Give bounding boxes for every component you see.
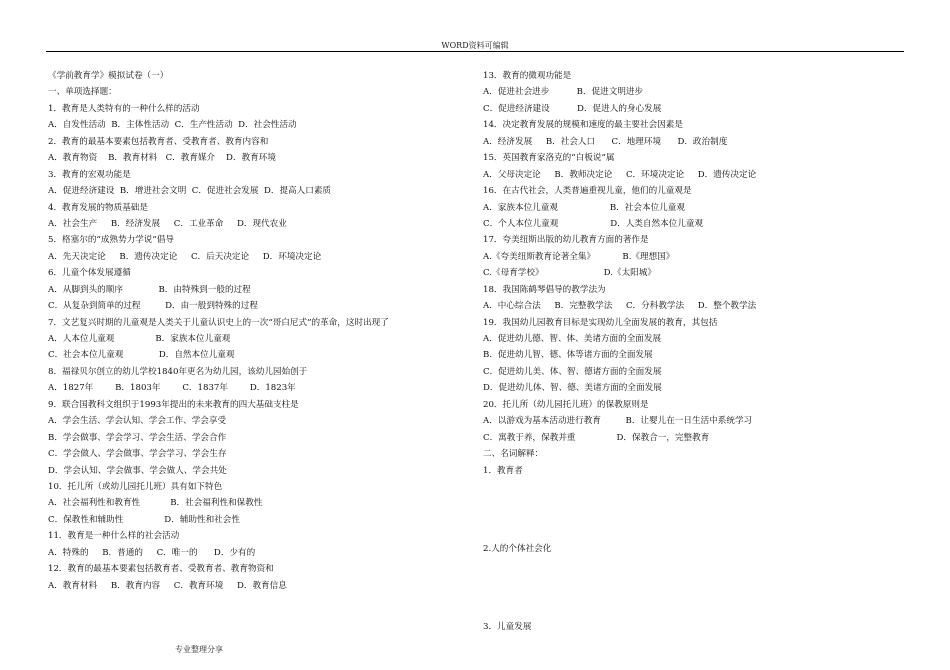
left-line: 10．托儿所（或幼儿园托儿班）具有如下特色 [48, 481, 223, 492]
right-line: 16．在古代社会，人类普遍重视儿童，他们的儿童观是 [483, 186, 692, 197]
left-line: 《学前教育学》模拟试卷（一） [48, 71, 169, 81]
left-line: A．自发性活动 B．主体性活动 C．生产性活动 D．社会性活动 [48, 120, 297, 131]
left-line: A．教育物资 B．教育材料 C．教育媒介 D．教育环境 [48, 153, 276, 164]
left-line: C．社会本位儿童观 D．自然本位儿童观 [48, 350, 235, 361]
right-line: D．促进幼儿体、智、德、美诸方面的全面发展 [483, 383, 662, 394]
left-line: A．先天决定论 B．遗传决定论 C．后天决定论 D．环境决定论 [48, 251, 322, 262]
left-line: 5．格塞尔的“成熟势力学说”倡导 [48, 235, 174, 246]
right-line: A．中心综合法 B．完整教学法 C．分科教学法 D．整个教学法 [483, 301, 757, 312]
right-line: 20．托儿所（幼儿园托儿班）的保教原则是 [483, 399, 649, 410]
left-line: 8．福禄贝尔创立的幼儿学校1840年更名为幼儿园，该幼儿园始创于 [48, 366, 308, 377]
right-line: A．家族本位儿童观 B．社会本位儿童观 [483, 202, 685, 213]
left-line: A．促进经济建设 B．增进社会文明 C．促进社会发展 D．提高人口素质 [48, 186, 332, 197]
right-line: B．促进幼儿智、德、体等诸方面的全面发展 [483, 350, 653, 361]
right-line: A．父母决定论 B．教师决定论 C．环境决定论 D．遗传决定论 [483, 169, 757, 180]
left-line: 6．儿童个体发展遵循 [48, 268, 131, 279]
left-line: D．学会认知、学会做事、学会做人、学会共处 [48, 465, 227, 476]
left-line: 一、单项选择题： [48, 87, 117, 98]
left-line: A．特殊的 B．普通的 C．唯一的 D．少有的 [48, 547, 256, 558]
right-column [483, 68, 883, 636]
right-line: 1．教育者 [483, 465, 523, 476]
header-rule [46, 51, 904, 52]
left-line: C．学会做人、学会做事、学会学习、学会生存 [48, 449, 227, 460]
left-line: 11．教育是一种什么样的社会活动 [48, 531, 180, 542]
left-line: 1．教育是人类特有的一种什么样的活动 [48, 103, 200, 114]
left-line: 2．教育的最基本要素包括教育者、受教育者、教育内容和 [48, 136, 269, 147]
right-line: 二、名词解释： [483, 449, 544, 460]
left-line: A．人本位儿童观 B．家族本位儿童观 [48, 334, 231, 344]
left-line: A．1827年 B．1803年 C．1837年 D．1823年 [48, 383, 296, 394]
right-line: A．以游戏为基本活动进行教育 B．让婴儿在一日生活中系统学习 [483, 416, 753, 427]
left-line: C．从复杂到简单的过程 D．由一般到特殊的过程 [48, 301, 258, 312]
right-line: 3．儿童发展 [483, 622, 532, 633]
left-line: A．社会福利性和教育性 B．社会福利性和保教性 [48, 498, 263, 509]
right-line: A.《夸美纽斯教育论著全集》 B.《理想国》 [483, 251, 675, 262]
left-line: A．从脚到头的顺序 B．由特殊到一般的过程 [48, 284, 251, 295]
left-line: 3．教育的宏观功能是 [48, 169, 131, 180]
right-line: C．促进幼儿美、体、智、德诸方面的全面发展 [483, 366, 662, 377]
left-line: C．保教性和辅助性 D．辅助性和社会性 [48, 514, 240, 525]
right-line: C．个人本位儿童观 D．人类自然本位儿童观 [483, 218, 704, 229]
right-line: 2.人的个体社会化 [483, 543, 552, 554]
left-line: 12．教育的最基本要素包括教育者、受教育者、教育物资和 [48, 564, 274, 575]
right-line: 13．教育的微观功能是 [483, 71, 572, 81]
answer-space [483, 479, 883, 541]
right-line: 18．我国陈鹤琴倡导的教学法为 [483, 284, 606, 295]
left-line: A．社会生产 B．经济发展 C．工业革命 D．现代农业 [48, 218, 287, 229]
left-line: B．学会做事、学会学习、学会生活、学会合作 [48, 432, 227, 443]
left-line: A．学会生活、学会认知、学会工作、学会享受 [48, 416, 227, 427]
right-line: C．促进经济建设 D．促进人的身心发展 [483, 103, 662, 114]
page-header: WORD资料可编辑 [441, 41, 509, 50]
right-line: A．经济发展 B．社会人口 C．地理环境 D．政治制度 [483, 136, 728, 147]
right-line: 15．英国教育家洛克的“白板说”属 [483, 153, 615, 164]
right-line: C．寓教于养，保教并重 D．保教合一，完整教育 [483, 432, 710, 443]
answer-space [483, 557, 883, 619]
left-column [48, 68, 448, 594]
right-line: 14．决定教育发展的规模和速度的最主要社会因素是 [483, 120, 683, 131]
right-line: C.《母育学校》 D.《太阳城》 [483, 268, 656, 279]
left-line: 7．文艺复兴时期的儿童观是人类关于儿童认识史上的一次“哥白尼式”的革命，这时出现了 [48, 317, 389, 328]
left-line: A．教育材料 B．教育内容 C．教育环境 D．教育信息 [48, 580, 287, 591]
right-line: 17．夸美纽斯出版的幼儿教育方面的著作是 [483, 235, 649, 246]
right-line: 19．我国幼儿园教育目标是实现幼儿全面发展的教育，其包括 [483, 317, 718, 328]
left-line: 4．教育发展的物质基础是 [48, 202, 148, 213]
left-line: 9．联合国教科文组织于1993年提出的未来教育的四大基础支柱是 [48, 399, 299, 410]
right-line: A．促进社会进步 B．促进文明进步 [483, 87, 644, 98]
page-footer: 专业整理分享 [175, 645, 223, 654]
right-line: A．促进幼儿德、智、体、美诸方面的全面发展 [483, 334, 662, 344]
